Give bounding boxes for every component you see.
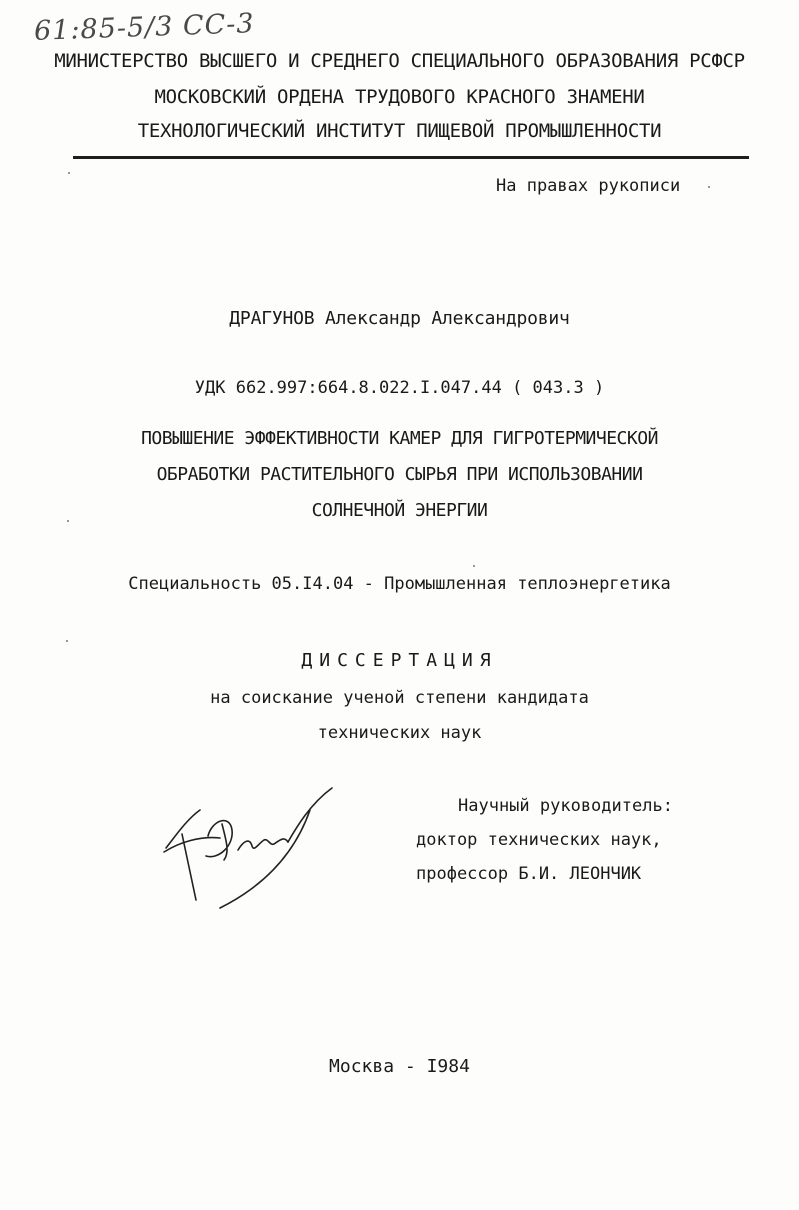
city-year: Москва - I984	[329, 1056, 470, 1077]
author-name: ДРАГУНОВ Александр Александрович	[229, 308, 570, 329]
udc-code: УДК 662.997:664.8.022.I.047.44 ( 043.3 )	[194, 378, 605, 398]
institute-line-2: ТЕХНОЛОГИЧЕСКИЙ ИНСТИТУТ ПИЩЕВОЙ ПРОМЫШЛЕННОСТИ	[137, 120, 662, 142]
dissertation-heading: ДИССЕРТАЦИЯ	[301, 650, 498, 671]
supervisor-label: Научный руководитель:	[458, 796, 673, 816]
rights-note: На правах рукописи	[496, 176, 681, 196]
thesis-title-line-2: ОБРАБОТКИ РАСТИТЕЛЬНОГО СЫРЬЯ ПРИ ИСПОЛЬЗОВАНИИ	[156, 464, 643, 485]
degree-line-2: технических наук	[317, 723, 482, 743]
ministry-line: МИНИСТЕРСТВО ВЫСШЕГО И СРЕДНЕГО СПЕЦИАЛЬНОГО ОБРАЗОВАНИЯ РСФСР	[54, 50, 745, 72]
scan-speck	[66, 640, 68, 642]
degree-line-1: на соискание ученой степени кандидата	[210, 688, 589, 708]
scan-speck	[67, 520, 69, 522]
institute-line-1: МОСКОВСКИЙ ОРДЕНА ТРУДОВОГО КРАСНОГО ЗНАМЕНИ	[154, 86, 645, 108]
specialty-line: Специальность 05.I4.04 - Промышленная теплоэнергетика	[128, 574, 671, 594]
thesis-title-line-3: СОЛНЕЧНОЙ ЭНЕРГИИ	[311, 500, 488, 521]
scan-speck	[473, 565, 475, 567]
archive-mark: 61:85-5/3 СС-3	[33, 8, 256, 47]
signature	[160, 780, 340, 910]
scan-speck	[68, 172, 70, 174]
header-divider	[73, 156, 749, 159]
supervisor-name: профессор Б.И. ЛЕОНЧИК	[416, 864, 642, 884]
scan-speck	[708, 186, 710, 188]
thesis-title-line-1: ПОВЫШЕНИЕ ЭФФЕКТИВНОСТИ КАМЕР ДЛЯ ГИГРОТЕРМИЧЕСКОЙ	[141, 428, 658, 449]
supervisor-degree: доктор технических наук,	[416, 830, 662, 850]
